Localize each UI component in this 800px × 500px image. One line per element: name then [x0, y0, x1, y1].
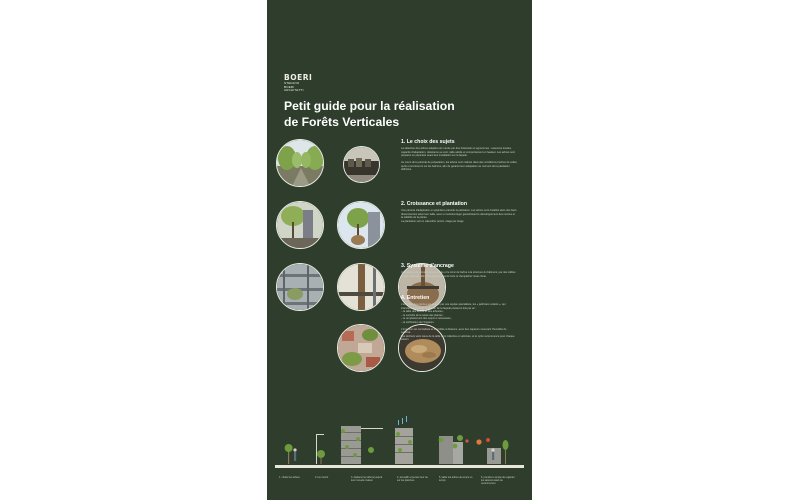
section-3-title: 3. Système d'ancrage: [401, 263, 454, 269]
photo-tree-lifting: [337, 201, 385, 249]
step-6-caption: 6. prendre le temps de regarder les saisons avant de recommencer: [481, 476, 515, 485]
ground-line: [275, 465, 524, 468]
section-1-title: 1. Le choix des sujets: [401, 139, 455, 145]
title-line-1: Petit guide pour la réalisation: [284, 99, 455, 113]
step-6-figure: [476, 438, 508, 464]
step-4-figure: [395, 416, 413, 464]
section-1-text: La sélection des arbres adaptés est menée par des botanistes et agronomes : essences locales, capacité d'adaptation, résistance au vent, taille adulte et comportement en hauteur. Les arbres sont préparés en pépinière avant leur installation sur la façade. Au cours de la période de préparation, les arbres sont cultivés dans des conditions proches de celles qu'ils rencontreront sur les balcons, afin de garantir leur adaptation au moment de la plantation définitive.: [401, 147, 517, 171]
title-line-2: de Forêts Verticales: [284, 114, 400, 129]
section-3-text: Un système de sécurité relie la motte et le tronc de l'arbre à la structure du bâtiment, par des câbles et des ceintures, afin de résister aux vents forts et d'empêcher toute chute.: [401, 271, 516, 278]
photo-tree-nursery-avenue: [276, 139, 324, 187]
logo-line: BOERI: [284, 84, 295, 89]
step-1-caption: 1. choisir les arbres: [279, 476, 300, 479]
photo-tree-trunk-anchor: [337, 263, 385, 311]
photo-tree-crane: [276, 201, 324, 249]
section-4-title: 4. Entretien: [401, 295, 430, 301]
photo-aerial-greenery: [337, 324, 385, 372]
step-5-caption: 5. tailler les arbres de temps en temps: [439, 476, 473, 482]
process-illustration: [267, 412, 532, 468]
step-3-caption: 3. déplacer les arbres jusqu'à leur nouvelle maison: [351, 476, 383, 482]
section-2-text: Une période d'adaptation en pépinière précède la plantation. Les arbres sont installés dans des bacs dimensionnés selon leur taille, avec un substrat léger garantissant le développement des racines et la stabilité de la plante. La plantation suit un calendrier précis, étage par étage.: [401, 209, 517, 223]
logo: [284, 73, 312, 93]
poster: [267, 0, 532, 500]
page-title: [284, 99, 519, 130]
step-5-figure: [439, 435, 469, 464]
logo-line: STEFANO: [284, 81, 300, 85]
step-2-figure: [316, 434, 325, 464]
step-1-figure: [285, 444, 297, 464]
photo-building-facade: [276, 263, 324, 311]
step-4-caption: 4. accueillir et penser leur vie sur les planches: [397, 476, 428, 482]
logo-mark: BOERI: [284, 73, 313, 82]
step-3-figure: [341, 426, 383, 464]
section-4-text: L'entretien des plantes est assuré par une équipe spécialisée, les « jardiniers volants », qui interviennent depuis l'extérieur de la façade plusieurs fois par an : – la taille des arbres et des arbustes ; – le contrôle de la santé des plantes ; – le remplacement des sujets si nécessaire ; – la vérification de l'irrigation. L'irrigation est centralisée et contrôlée à distance, avec des capteurs mesurant l'humidité du substrat. Les déchets verts issus de la taille sont collectés et valorisés, et le cycle recommence pour chaque saison.: [401, 303, 515, 341]
photo-loaded-trees: [343, 146, 380, 183]
logo-line: ARCHITETTI: [284, 88, 304, 93]
step-2-caption: 2. les nourrir: [315, 476, 329, 479]
section-2-title: 2. Croissance et plantation: [401, 201, 468, 207]
